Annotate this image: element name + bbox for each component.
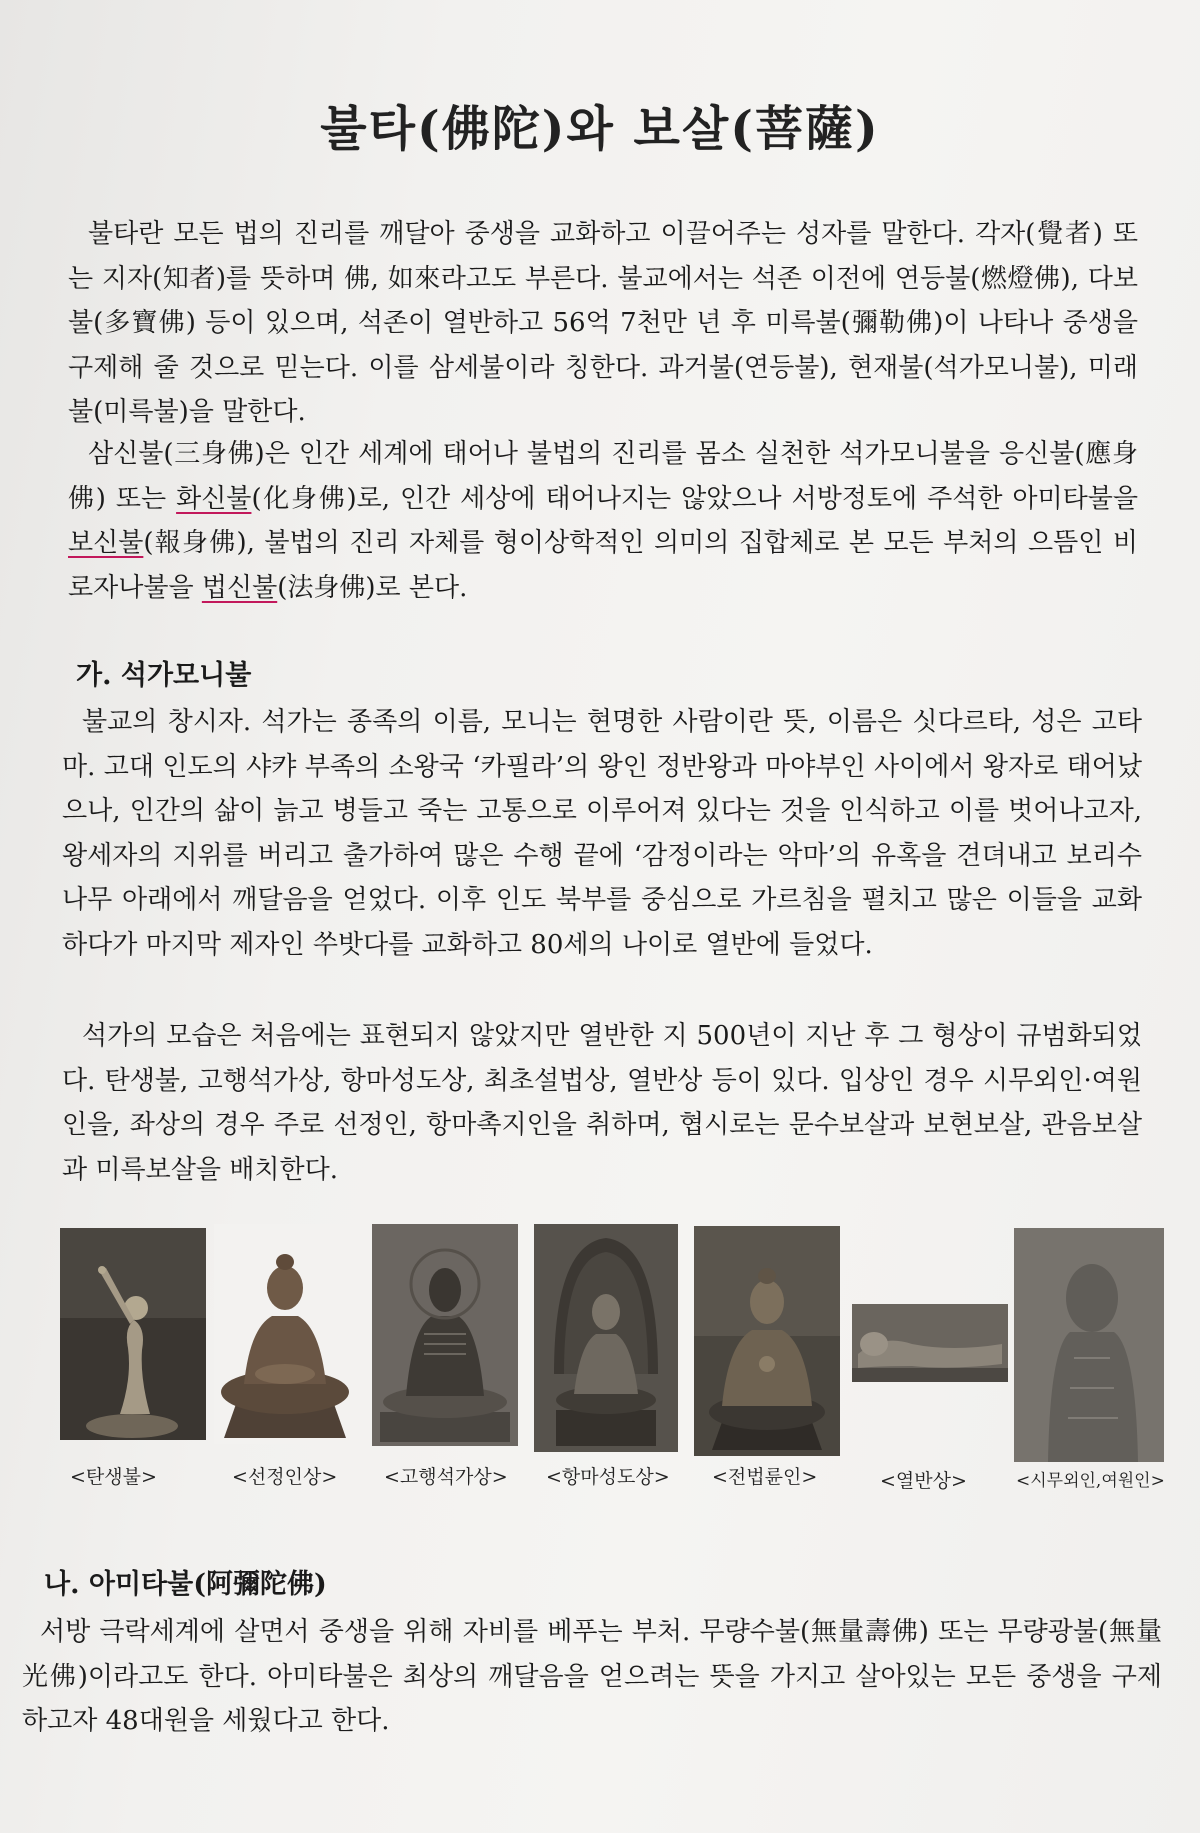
ascetic-buddha-figure-icon: [372, 1224, 518, 1446]
birth-buddha-figure-icon: [60, 1228, 206, 1440]
intro-text-b: (化身佛)로, 인간 세상에 태어나지는 않았으나 서방정토에 주석한 아미타불을: [251, 483, 1139, 514]
meditation-buddha-figure-icon: [214, 1224, 356, 1444]
caption-ascetic-buddha: <고행석가상>: [384, 1466, 508, 1488]
underlined-term-bosinbul: 보신불: [68, 528, 144, 558]
abhaya-varada-buddha-figure-icon: [1014, 1228, 1164, 1462]
intro-paragraph-1: 불타란 모든 법의 진리를 깨달아 중생을 교화하고 이끌어주는 성자를 말한다. 각자(覺者) 또는 지자(知者)를 뜻하며 佛, 如來라고도 부른다. 불교에서는 석존 이전에 연등불(燃燈佛), 다보불(多寶佛) 등이 있으며, 석존이 열반하고 56억 7천만 년 후 미륵불(彌勒佛)이 나타나 중생을 구제해 줄 것으로 믿는다. 이를 삼세불이라 칭한다. 과거불(연등불), 현재불(석가모니불), 미래불(미륵불)을 말한다.: [68, 219, 1138, 427]
shakyamuni-paragraph-2: 석가의 모습은 처음에는 표현되지 않았지만 열반한 지 500년이 지난 후 그 형상이 규범화되었다. 탄생불, 고행석가상, 항마성도상, 최초설법상, 열반상 등이 있다. 입상인 경우 시무외인·여원인을, 좌상의 경우 주로 선정인, 항마촉지인을 취하며, 협시로는 문수보살과 보현보살, 관음보살과 미륵보살을 배치한다.: [62, 1021, 1142, 1185]
enlightenment-buddha-figure-icon: [534, 1224, 678, 1452]
amitabha-paragraph-1: 서방 극락세계에 살면서 중생을 위해 자비를 베푸는 부처. 무량수불(無量壽佛) 또는 무량광불(無量光佛)이라고도 한다. 아미타불은 최상의 깨달음을 얻으려는 뜻을 가지고 살아있는 모든 중생을 구제하고자 48대원을 세웠다고 한다.: [22, 1617, 1162, 1736]
photo-dharma-wheel-buddha: [694, 1226, 840, 1456]
page-title: 불타(佛陀)와 보살(菩薩): [320, 101, 880, 157]
photo-nirvana-buddha: [852, 1304, 1008, 1382]
caption-dharma-wheel-buddha: <전법륜인>: [712, 1466, 818, 1488]
photo-ascetic-buddha: [372, 1224, 518, 1446]
intro-text-a: 삼신불(三身佛)은 인간 세계에 태어나 불법의 진리를 몸소 실천한 석가모니불을 응신불(應身佛) 또는: [68, 439, 1138, 514]
intro-text-c: (報身佛), 불법의 진리 자체를 형이상학적인 의미의 집합체로 본 모든 부처의 으뜸인 비로자나불을: [68, 528, 1138, 603]
caption-enlightenment-buddha: <항마성도상>: [546, 1466, 670, 1488]
caption-nirvana-buddha: <열반상>: [880, 1470, 967, 1492]
underlined-term-beopsinbul: 법신불: [201, 572, 278, 603]
section-heading-shakyamuni: 가. 석가모니불: [76, 660, 252, 691]
nirvana-buddha-figure-icon: [852, 1304, 1008, 1382]
section-heading-amitabha: 나. 아미타불(阿彌陀佛): [44, 1569, 327, 1600]
photo-meditation-buddha: [214, 1224, 356, 1444]
photo-enlightenment-buddha: [534, 1224, 678, 1452]
underlined-term-hwasinbul: 화신불: [176, 483, 252, 514]
intro-text-d: (法身佛)로 본다.: [277, 572, 468, 603]
photo-abhaya-varada-buddha: [1014, 1228, 1164, 1462]
dharma-wheel-buddha-figure-icon: [694, 1226, 840, 1456]
photo-birth-buddha: [60, 1228, 206, 1440]
intro-paragraph-2: [68, 432, 1138, 610]
caption-meditation-buddha: <선정인상>: [232, 1466, 338, 1488]
shakyamuni-paragraph-1: 불교의 창시자. 석가는 종족의 이름, 모니는 현명한 사람이란 뜻, 이름은 싯다르타, 성은 고타마. 고대 인도의 샤캬 부족의 소왕국 ‘카필라’의 왕인 정반왕과 마야부인 사이에서 왕자로 태어났으나, 인간의 삶이 늙고 병들고 죽는 고통으로 이루어져 있다는 것을 인식하고 이를 벗어나고자, 왕세자의 지위를 버리고 출가하여 많은 수행 끝에 ‘감정이라는 악마’의 유혹을 견뎌내고 보리수 나무 아래에서 깨달음을 얻었다. 이후 인도 북부를 중심으로 가르침을 펼치고 많은 이들을 교화하다가 마지막 제자인 쑤밧다를 교화하고 80세의 나이로 열반에 들었다.: [62, 707, 1142, 960]
caption-abhaya-varada-buddha: <시무외인,여원인>: [1016, 1471, 1165, 1491]
caption-birth-buddha: <탄생불>: [70, 1466, 157, 1488]
